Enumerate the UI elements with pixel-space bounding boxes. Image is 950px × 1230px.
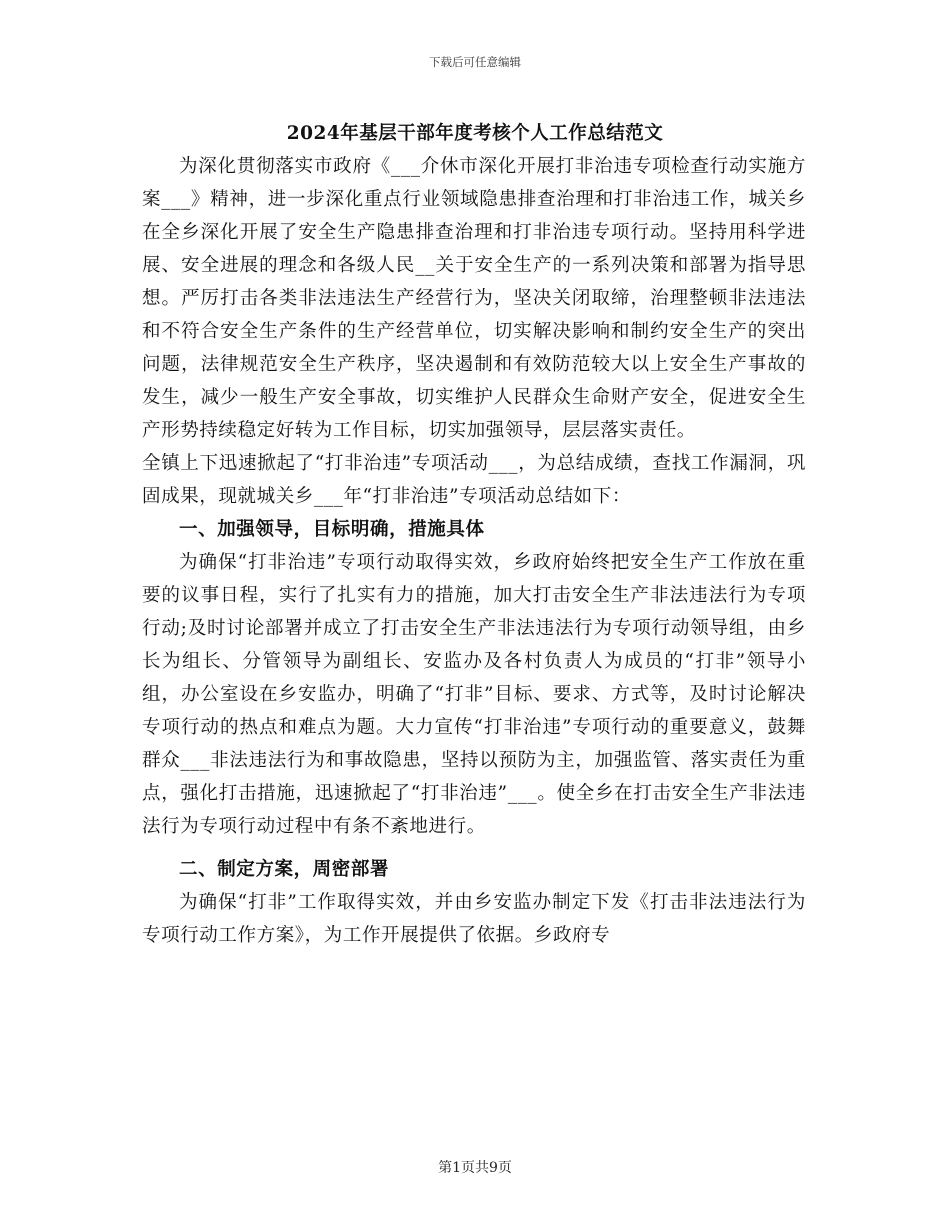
intro-paragraph-1: 为深化贯彻落实市政府《___介休市深化开展打非治违专项检查行动实施方案___》精神，进一步深化重点行业领域隐患排查治理和打非治违工作，城关乡在全乡深化开展了安全生产隐患排查治理和打非治违专项行动。坚持用科学进展、安全进展的理念和各级人民__关于安全生产的一系列决策和部署为指导思想。严厉打击各类非法违法生产经营行为，坚决关闭取缔，治理整顿非法违法和不符合安全生产条件的生产经营单位，切实解决影响和制约安全生产的突出问题，法律规范安全生产秩序，坚决遏制和有效防范较大以上安全生产事故的发生，减少一般生产安全事故，切实维护人民群众生命财产安全，促进安全生产形势持续稳定好转为工作目标，切实加强领导，层层落实责任。	[142, 156, 806, 441]
section-1-paragraph: 为确保“打非治违”专项行动取得实效，乡政府始终把安全生产工作放在重要的议事日程，实行了扎实有力的措施，加大打击安全生产非法违法行为专项行动;及时讨论部署并成立了打击安全生产非法违法行为专项行动领导组，由乡长为组长、分管领导为副组长、安监办及各村负责人为成员的“打非”领导小组，办公室设在乡安监办，明确了“打非”目标、要求、方式等，及时讨论解决专项行动的热点和难点为题。大力宣传“打非治违”专项行动的重要意义，鼓舞群众___非法违法行为和事故隐患，坚持以预防为主，加强监管、落实责任为重点，强化打击措施，迅速掀起了“打非治违”___。使全乡在打击安全生产非法违法行为专项行动过程中有条不紊地进行。	[142, 552, 806, 837]
document-title: 2024年基层干部年度考核个人工作总结范文	[286, 123, 664, 144]
header-note: 下载后可任意编辑	[429, 55, 521, 69]
page-number-footer: 第1页共9页	[438, 1160, 512, 1176]
section-1-heading: 一、加强领导，目标明确，措施具体	[179, 519, 485, 540]
section-2-paragraph: 为确保“打非”工作取得实效，并由乡安监办制定下发《打击非法违法行为专项行动工作方案》，为工作开展提供了依据。乡政府专	[142, 892, 806, 946]
section-2-heading: 二、制定方案，周密部署	[179, 859, 390, 880]
intro-paragraph-2: 全镇上下迅速掀起了“打非治违”专项活动___，为总结成绩，查找工作漏洞，巩固成果，现就城关乡___年“打非治违”专项活动总结如下：	[142, 453, 806, 507]
document-body	[142, 150, 806, 952]
